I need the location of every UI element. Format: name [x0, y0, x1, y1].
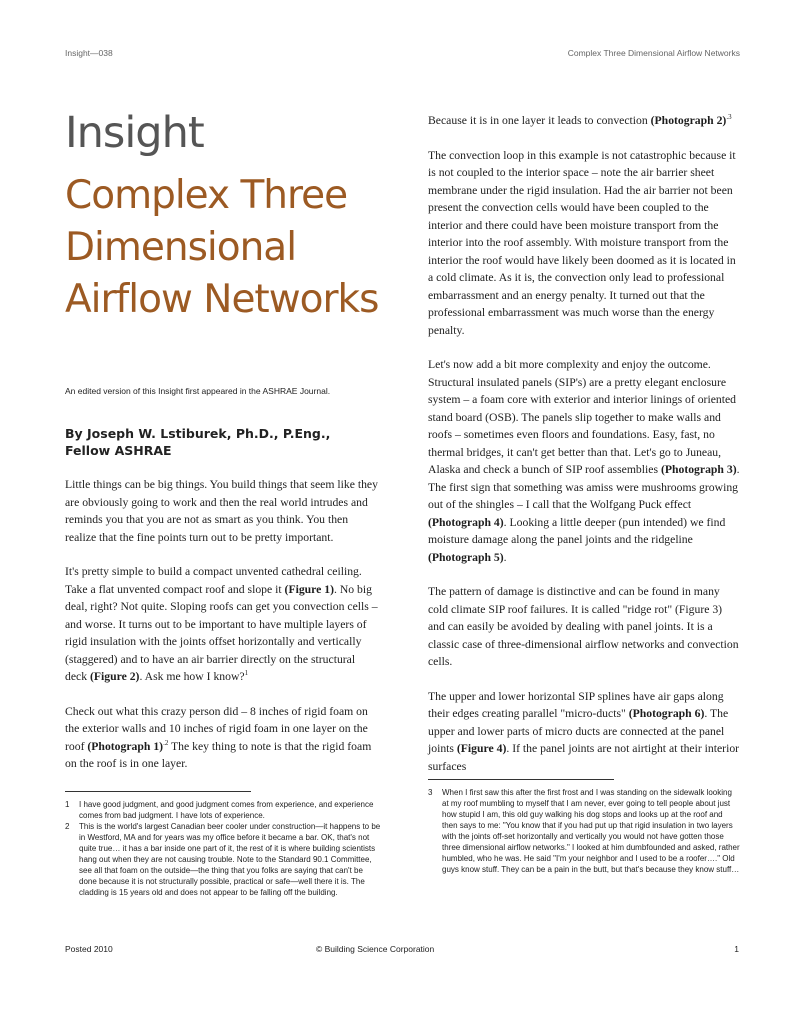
- photo-ref: (Photograph 4): [428, 515, 504, 529]
- footnote-number: 1: [65, 800, 70, 809]
- footnote-text: This is the world's largest Canadian beer cooler under construction—it happens to be in Westford, MA and for years was my office before it became a bar. OK, that's not quite true… it has a bar inside one part of it, the rest of it is where building scientists hang out when they are not causing trouble. Note to the Standard 90.1 Committee, see all that foam on the outside—the thing that you folks are saying that can't be done because it is not structurally possible, practical or safe—well there it is. The cladding is 15 years old and does not appear to be falling off the building.: [79, 822, 381, 897]
- body-column-right: [428, 112, 740, 792]
- photo-ref: (Photograph 2): [650, 114, 727, 127]
- footnote-text: When I first saw this after the first frost and I was standing on the sidewalk looking at my roof mumbling to myself that I am never, ever going to tell people about just how stupid I am, this old guy walking his dog stops and looks up at the roof and then says to me: "You know that if you had put up that rigid insulation in two layers with the joints off-set horizontally and vertically you would not have gotten those three dimensional airflow networks." I looked at him dumbfounded and asked, rather humbled, who he was. He said "I'm your neighbor and I used to be a roofer…." Old guys know stuff. They can be a pain in the butt, but that's because they know stuff…: [442, 788, 740, 874]
- footer-date: Posted 2010: [65, 944, 113, 954]
- footer-copyright: © Building Science Corporation: [316, 944, 435, 954]
- paragraph: The upper and lower horizontal SIP splines have air gaps along their edges creating parallel "micro-ducts" (Photograph 6). The upper and lower parts of micro ducts are connected at the panel joints (Figure 4). If the panel joints are not airtight at their interior surfaces: [428, 689, 740, 773]
- running-header-right: Complex Three Dimensional Airflow Networks: [567, 48, 740, 58]
- footnote-rule-right: [428, 779, 614, 780]
- body-column-left: [65, 476, 379, 790]
- paragraph: Let's now add a bit more complexity and enjoy the outcome. Structural insulated panels (SIP's) are a pretty elegant enclosure system – a foam core with exterior and interior linings of oriented stand board (OSB). The panels slip together to make walls and roofs – sometimes even floors and foundations. Easy, fast, no thermal bridges, it can't get better than that. Let's go to Juneau, Alaska and check a bunch of SIP roof assemblies (Photograph 3). The first sign that something was amiss were mushrooms growing out of the shingles – I call that the Wolfgang Puck effect (Photograph 4). Looking a little deeper (pun intended) we find moisture damage along the panel joints and the ridgeline (Photograph 5).: [428, 358, 740, 564]
- running-header-left: Insight—038: [65, 48, 113, 58]
- page-number: 1: [734, 944, 739, 954]
- paragraph: Because it is in one layer it leads to convection (Photograph 2)$^{.3}$: [428, 113, 732, 127]
- paragraph: Check out what this crazy person did – 8 inches of rigid foam on the exterior walls and 10 inches of rigid foam in one layer on the roof (Photograph 1)$^{.2}$ The key thing to note is that the rigid foam on the roof is in one layer.: [65, 704, 372, 770]
- photo-ref: (Photograph 3): [660, 463, 737, 476]
- article-title: Complex Three Dimensional Airflow Networks: [65, 173, 379, 322]
- footnotes-left: [65, 799, 381, 898]
- footnote-text: I have good judgment, and good judgment comes from experience, and experience comes from bad judgment. I have lots of experience.: [79, 800, 374, 820]
- footnote: [65, 821, 381, 898]
- footnotes-right: [428, 787, 740, 875]
- photo-ref: (Photograph 5): [428, 550, 504, 564]
- paragraph: It's pretty simple to build a compact unvented cathedral ceiling. Take a flat unvented compact roof and slope it (Figure 1). No big deal, right? Not quite. Sloping roofs can get you convection cells – and worse. It turns out to be important to have multiple layers of rigid insulation with the joints offset horizontally and vertically (staggered) and to have an air barrier directly on the structural deck (Figure 2). Ask me how I know?$^1$: [65, 565, 378, 683]
- photo-ref: (Photograph 6): [628, 707, 705, 720]
- figure-ref: (Figure 2): [89, 670, 140, 683]
- footnote-marker: 1: [244, 669, 249, 678]
- figure-ref: (Figure 4): [456, 742, 507, 755]
- series-title: Insight: [65, 108, 204, 158]
- figure-ref: (Figure 1): [284, 582, 334, 596]
- footnote-number: 2: [65, 822, 70, 831]
- footnote: [65, 799, 381, 821]
- photo-ref: (Photograph 1): [87, 739, 164, 753]
- paragraph: The pattern of damage is distinctive and can be found in many cold climate SIP roof failures. It is called "ridge rot" (Figure 3) and can easily be avoided by dealing with panel joints. It is a classic case of three-dimensional airflow networks and convection cells.: [428, 585, 739, 668]
- footnote: [428, 787, 740, 875]
- paragraph: The convection loop in this example is not catastrophic because it is not coupled to the interior space – note the air barrier sheet membrane under the rigid insulation. Had the air barrier not been present the convection cells would have been coupled to the interior and there could have been moisture transport from the interior into the roof assembly. With moisture transport from the interior the roof would have likely been doomed as it is located in a cold climate. As it is, the convection only lead to professional embarrassment and an energy penalty. It turned out that the professional embarrassment was much worse than the energy penalty.: [428, 148, 736, 337]
- edition-note: An edited version of this Insight first appeared in the ASHRAE Journal.: [65, 386, 331, 396]
- footnote-rule-left: [65, 791, 251, 792]
- footnote-number: 3: [428, 788, 433, 797]
- footnote-marker: .2: [163, 738, 169, 747]
- paragraph: Little things can be big things. You build things that seem like they are obviously going to work and then the real world intrudes and reminds you that you are not as smart as you think. You then realize that the fine points turn out to be pretty important.: [65, 478, 378, 544]
- author-byline: By Joseph W. Lstiburek, Ph.D., P.Eng., Fellow ASHRAE: [65, 426, 331, 458]
- footnote-marker: .3: [726, 113, 732, 122]
